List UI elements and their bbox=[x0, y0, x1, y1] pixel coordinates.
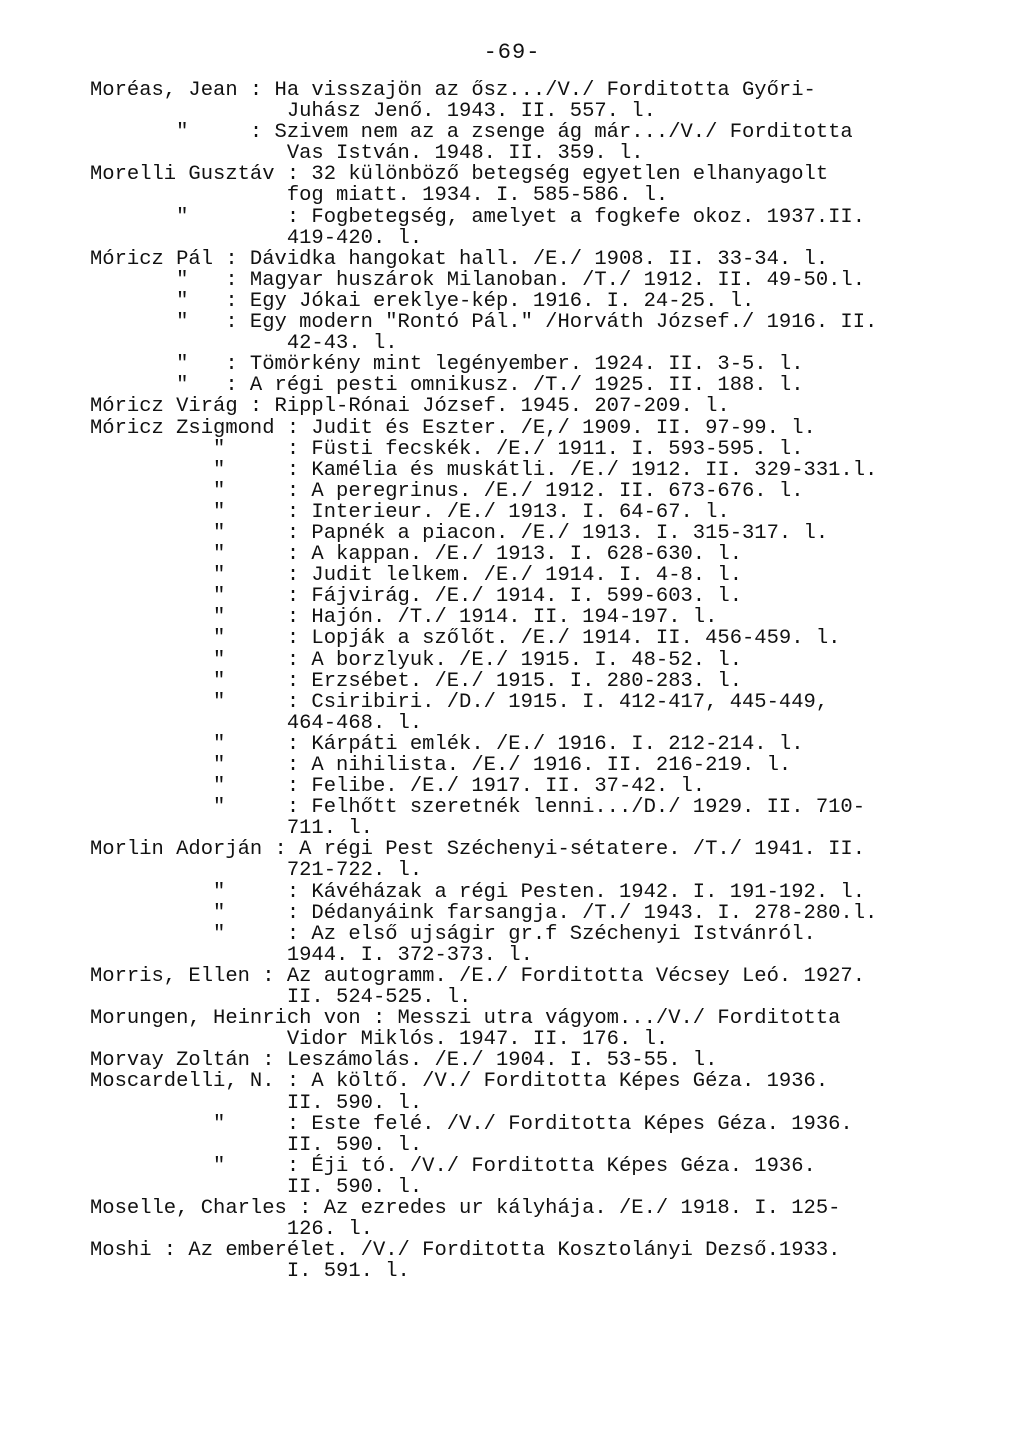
entry-line: " : Kávéházak a régi Pesten. 1942. I. 191-192. l. bbox=[90, 880, 866, 904]
entry-line: Morlin Adorján : A régi Pest Széchenyi-sétatere. /T./ 1941. II. bbox=[90, 838, 866, 862]
entry-line: " : Judit lelkem. /E./ 1914. I. 4-8. l. bbox=[90, 564, 743, 588]
entry-line: I. 591. l. bbox=[90, 1260, 410, 1284]
entry-line: " : Fogbetegség, amelyet a fogkefe okoz. 1937.II. bbox=[90, 205, 866, 229]
page-number: -69- bbox=[483, 40, 541, 65]
entry-line: " : Felibe. /E./ 1917. II. 37-42. l. bbox=[90, 775, 706, 799]
entry-line: " : Erzsébet. /E./ 1915. I. 280-283. l. bbox=[90, 669, 743, 693]
entry-line: " : Dédanyáink farsangja. /T./ 1943. I. 278-280.l. bbox=[90, 901, 878, 925]
bibliography-list bbox=[90, 80, 990, 1282]
entry-line: Moscardelli, N. : A költő. /V./ Forditotta Képes Géza. 1936. bbox=[90, 1070, 829, 1094]
entry-line: Morungen, Heinrich von : Messzi utra vágyom.../V./ Forditotta bbox=[90, 1007, 841, 1031]
entry-line: " : Este felé. /V./ Forditotta Képes Géza. 1936. bbox=[90, 1112, 853, 1136]
entry-line: Juhász Jenő. 1943. II. 557. l. bbox=[90, 100, 656, 124]
entry-line: " : Füsti fecskék. /E./ 1911. I. 593-595. l. bbox=[90, 437, 804, 461]
entry-line: Moselle, Charles : Az ezredes ur kályhája. /E./ 1918. I. 125- bbox=[90, 1196, 841, 1220]
entry-line: fog miatt. 1934. I. 585-586. l. bbox=[90, 184, 669, 208]
entry-line: " : Egy modern "Rontó Pál." /Horváth József./ 1916. II. bbox=[90, 311, 878, 335]
entry-line: " : Szivem nem az a zsenge ág már.../V./ Forditotta bbox=[90, 121, 853, 145]
entry-line: 1944. I. 372-373. l. bbox=[90, 943, 533, 967]
entry-line: " : Magyar huszárok Milanoban. /T./ 1912. II. 49-50.l. bbox=[90, 268, 866, 292]
entry-line: " : Fájvirág. /E./ 1914. I. 599-603. l. bbox=[90, 585, 743, 609]
entry-line: " : Egy Jókai ereklye-kép. 1916. I. 24-25. l. bbox=[90, 289, 755, 313]
entry-line: Móricz Virág : Rippl-Rónai József. 1945. 207-209. l. bbox=[90, 395, 730, 419]
entry-line: " : Kamélia és muskátli. /E./ 1912. II. 329-331.l. bbox=[90, 458, 878, 482]
entry-line: " : Lopják a szőlőt. /E./ 1914. II. 456-459. l. bbox=[90, 627, 841, 651]
entry-line: " : Hajón. /T./ 1914. II. 194-197. l. bbox=[90, 606, 718, 630]
entry-line: Moréas, Jean : Ha visszajön az ősz.../V./ Forditotta Győri- bbox=[90, 79, 816, 102]
entry-line: " : A régi pesti omnikusz. /T./ 1925. II. 188. l. bbox=[90, 374, 804, 398]
entry-line: 42-43. l. bbox=[90, 332, 398, 356]
entry-line: Morelli Gusztáv : 32 különböző betegség egyetlen elhanyagolt bbox=[90, 163, 829, 187]
entry-line: Morris, Ellen : Az autogramm. /E./ Forditotta Vécsey Leó. 1927. bbox=[90, 964, 866, 988]
entry-line: Vas István. 1948. II. 359. l. bbox=[90, 142, 644, 166]
entry-line: II. 524-525. l. bbox=[90, 986, 472, 1010]
entry-line: Moshi : Az emberélet. /V./ Forditotta Kosztolányi Dezső.1933. bbox=[90, 1239, 841, 1263]
entry-line: Vidor Miklós. 1947. II. 176. l. bbox=[90, 1028, 669, 1052]
entry-line: 464-468. l. bbox=[90, 711, 423, 735]
entry-line: II. 590. l. bbox=[90, 1175, 423, 1199]
entry-line: Morvay Zoltán : Leszámolás. /E./ 1904. I. 53-55. l. bbox=[90, 1049, 718, 1073]
entry-line: II. 590. l. bbox=[90, 1091, 423, 1115]
entry-line: " : A kappan. /E./ 1913. I. 628-630. l. bbox=[90, 543, 743, 567]
entry-line: " : Az első ujságir gr.f Széchenyi Istvánról. bbox=[90, 922, 816, 946]
entry-line: " : A nihilista. /E./ 1916. II. 216-219. l. bbox=[90, 754, 792, 777]
entry-line: 711. l. bbox=[90, 817, 373, 841]
entry-line: Móricz Pál : Dávidka hangokat hall. /E./ 1908. II. 33-34. l. bbox=[90, 247, 829, 271]
entry-line: 419-420. l. bbox=[90, 226, 423, 250]
entry-line: " : Éji tó. /V./ Forditotta Képes Géza. 1936. bbox=[90, 1154, 816, 1178]
entry-line: " : Tömörkény mint legényember. 1924. II. 3-5. l. bbox=[90, 353, 804, 377]
entry-line: " : Papnék a piacon. /E./ 1913. I. 315-317. l. bbox=[90, 521, 829, 545]
entry-line: " : Felhőtt szeretnék lenni.../D./ 1929. II. 710- bbox=[90, 796, 866, 820]
entry-line: II. 590. l. bbox=[90, 1133, 423, 1157]
entry-line: " : A peregrinus. /E./ 1912. II. 673-676. l. bbox=[90, 479, 804, 503]
entry-line: 721-722. l. bbox=[90, 859, 423, 883]
entry-line: " : Csiribiri. /D./ 1915. I. 412-417, 445-449, bbox=[90, 690, 829, 714]
entry-line: " : Interieur. /E./ 1913. I. 64-67. l. bbox=[90, 500, 730, 524]
entry-line: " : Kárpáti emlék. /E./ 1916. I. 212-214. l. bbox=[90, 732, 804, 756]
entry-line: 126. l. bbox=[90, 1218, 373, 1242]
entry-line: Móricz Zsigmond : Judit és Eszter. /E,/ 1909. II. 97-99. l. bbox=[90, 416, 816, 440]
entry-line: " : A borzlyuk. /E./ 1915. I. 48-52. l. bbox=[90, 648, 743, 672]
